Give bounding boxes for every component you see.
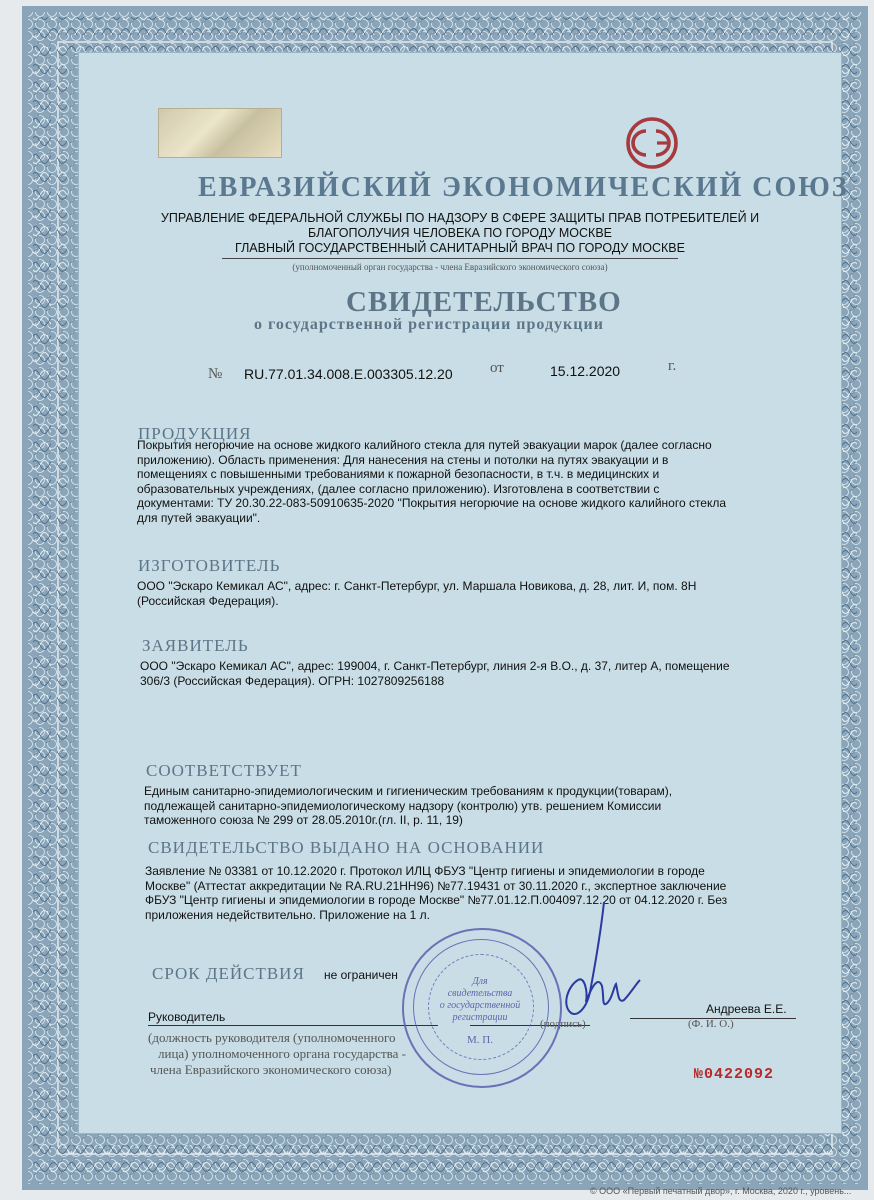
year-suffix: г. [668,358,677,374]
position-note-2: лица) уполномоченного органа государства - [158,1046,406,1061]
stamp-text-line: регистрации [452,1012,508,1023]
se-logo [610,114,694,172]
conformity-heading: СООТВЕТСТВУЕТ [146,761,302,780]
handwritten-signature [546,900,646,1030]
product-line: образовательных учреждениях, (далее согласно приложению). Изготовлена в соответствии с [137,481,660,496]
product-line: документами: ТУ 20.30.22-083-50910635-2020 "Покрытия негорючие на основе жидкого калийного стекла [137,496,727,510]
stamp-text-line: о государственной [439,1000,521,1011]
applicant-line: ООО "Эскаро Кемикал АС", адрес: 199004, г. Санкт-Петербург, линия 2-я В.О., д. 37, литер А, помещение [140,659,730,673]
basis-line: Заявление № 03381 от 10.12.2020 г. Протокол ИЛЦ ФБУЗ "Центр гигиены и эпидемиологии в городе [145,864,705,878]
authority-note: (уполномоченный орган государства - члена Евразийского экономического союза) [292,262,608,272]
role-underline [148,1025,438,1026]
applicant-text [140,659,790,688]
svg-text:СЭ: СЭ [610,114,612,115]
position-note-3: члена Евразийского экономического союза) [150,1062,392,1077]
basis-heading: СВИДЕТЕЛЬСТВО ВЫДАНО НА ОСНОВАНИИ [148,838,545,857]
signatory-name: Андреева Е.Е. [706,1002,787,1016]
union-name: ЕВРАЗИЙСКИЙ ЭКОНОМИЧЕСКИЙ СОЮЗ [198,172,849,203]
hologram-sticker [158,108,282,158]
conformity-line: таможенного союза № 299 от 28.05.2010г.(гл. II, р. 11, 19) [144,813,463,827]
certificate-subtitle: о государственной регистрации продукции [254,316,604,333]
manufacturer-text [137,579,787,608]
printer-imprint: © ООО «Первый печатный двор», г. Москва, 2020 г., уровень... [590,1186,852,1196]
signature-caption: (подпись) [540,1018,586,1030]
official-stamp [402,928,562,1088]
manufacturer-line: ООО "Эскаро Кемикал АС", адрес: г. Санкт-Петербург, ул. Маршала Новикова, д. 28, лит. И, пом. 8Н [137,579,697,593]
position-note-1: (должность руководителя (уполномоченного [148,1030,396,1045]
stamp-text-line: свидетельства [447,988,513,999]
product-line: Покрытия негорючие на основе жидкого калийного стекла для путей эвакуации марок (далее согласно [137,438,712,452]
product-line: для путей эвакуации". [137,510,261,525]
basis-line: ФБУЗ "Центр гигиены и эпидемиологии в городе Москве" №77.01.12.П.004097.12.20 от 04.12.2020 г. Без [145,893,728,907]
applicant-line: 306/3 (Российская Федерация). ОГРН: 1027809256188 [140,673,445,688]
signatory-role: Руководитель [148,1010,226,1024]
product-line: приложению). Область применения: Для нанесения на стены и потолки на путях эвакуации и в [137,452,669,467]
conformity-text [144,784,794,828]
authority-line-2: БЛАГОПОЛУЧИЯ ЧЕЛОВЕКА ПО ГОРОДУ МОСКВЕ [307,226,613,240]
product-line: помещениях с повышенными требованиями к пожарной безопасности, в т.ч. в медицинских и [137,467,660,481]
product-heading: ПРОДУКЦИЯ [138,424,252,443]
authority-underline [222,258,678,259]
certificate-title: СВИДЕТЕЛЬСТВО [346,286,622,318]
registration-date: 15.12.2020 [550,363,621,379]
name-caption: (Ф. И. О.) [688,1018,734,1030]
product-text [137,438,787,525]
serial-number: №0422092 [694,1066,775,1083]
stamp-mp-label: М. П. [467,1034,493,1046]
authority-line-3: ГЛАВНЫЙ ГОСУДАРСТВЕННЫЙ САНИТАРНЫЙ ВРАЧ ПО ГОРОДУ МОСКВЕ [235,241,685,255]
validity-heading: СРОК ДЕЙСТВИЯ [152,964,305,983]
basis-text [145,864,795,922]
registration-number: RU.77.01.34.008.Е.003305.12.20 [244,366,453,382]
validity-value: не ограничен [324,968,398,982]
basis-line: Москве" (Аттестат аккредитации № RA.RU.21НН96) №77.19431 от 30.11.2020 г., экспертное заключение [145,878,727,893]
number-label: № [208,366,223,382]
stamp-text-line: Для [472,976,488,987]
applicant-heading: ЗАЯВИТЕЛЬ [142,636,249,655]
conformity-line: подлежащей санитарно-эпидемиологическому надзору (контролю) утв. решением Комиссии [144,798,662,813]
manufacturer-line: (Российская Федерация). [137,593,279,608]
authority-line-1: УПРАВЛЕНИЕ ФЕДЕРАЛЬНОЙ СЛУЖБЫ ПО НАДЗОРУ В СФЕРЕ ЗАЩИТЫ ПРАВ ПОТРЕБИТЕЛЕЙ И [160,211,760,225]
conformity-line: Единым санитарно-эпидемиологическим и гигиеническим требованиям к продукции(товарам), [144,784,673,798]
manufacturer-heading: ИЗГОТОВИТЕЛЬ [138,556,281,575]
date-label: от [490,360,504,376]
basis-line: приложения недействительно. Приложение на 1 л. [145,907,430,922]
